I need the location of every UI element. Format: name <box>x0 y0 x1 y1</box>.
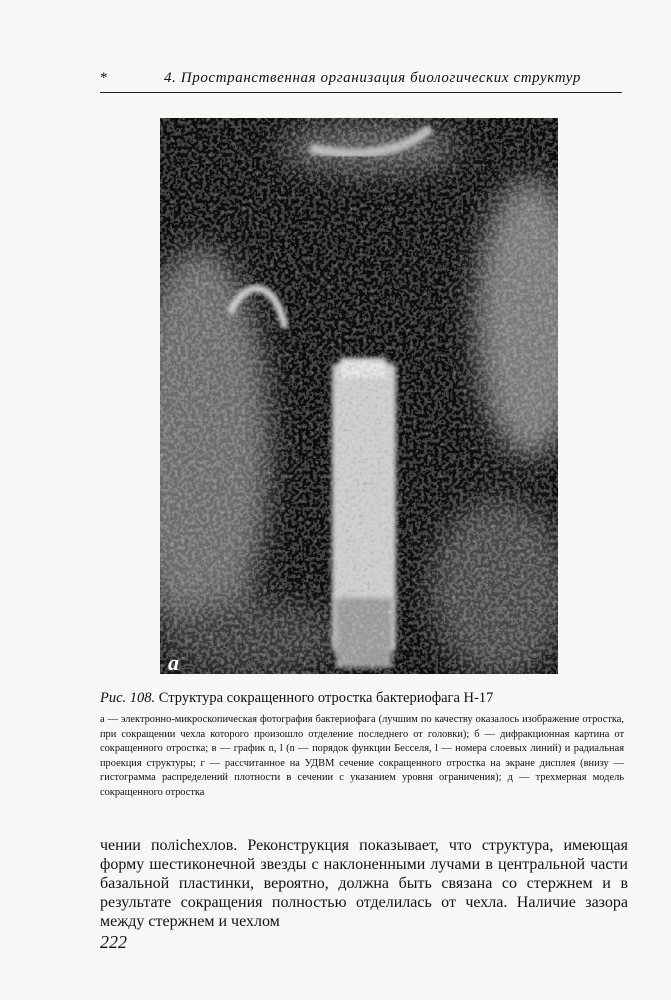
micrograph-image <box>160 118 558 674</box>
figure-caption-body: а — электронно-микроскопическая фотография бактериофага (лучшим по качеству оказалось изображение отростка, при сокращении чехла которого произошло отделение последнего от головки); б — дифракционная картина от сокращенного отростка; в — график n, l (n — порядок функции Бесселя, l — номера слоевых линий) и радиальная проекция структуры; г — рассчитанное на УДВМ сечение сокращенного отростка на экране дисплея (внизу — гистограмма распределений плотности в сечении с указанием уровня ограничения); д — трехмерная модель сокращенного отростка <box>100 714 624 798</box>
running-header <box>100 70 622 93</box>
header-marker: * <box>100 70 108 86</box>
figure-number: Рис. 108. <box>100 690 156 706</box>
running-title: 4. Пространственная организация биологических структур <box>164 70 581 86</box>
page-number: 222 <box>100 932 127 952</box>
figure-panel-label: а <box>168 650 179 675</box>
film-grain <box>160 118 558 674</box>
figure-caption-title <box>100 690 622 707</box>
figure-title: Структура сокращенного отростка бактериофага Н-17 <box>158 690 494 706</box>
body-paragraph: чении полichехлов. Реконструкция показывает, что структура, имеющая форму шестиконечной звезды с наклоненными лучами в центральной части базальной пластинки, вероятно, должна быть связана со стержнем и в результате сокращения полностью отделилась от чехла. Наличие зазора между стержнем и чехлом <box>100 837 628 930</box>
micrograph-figure <box>160 118 558 674</box>
